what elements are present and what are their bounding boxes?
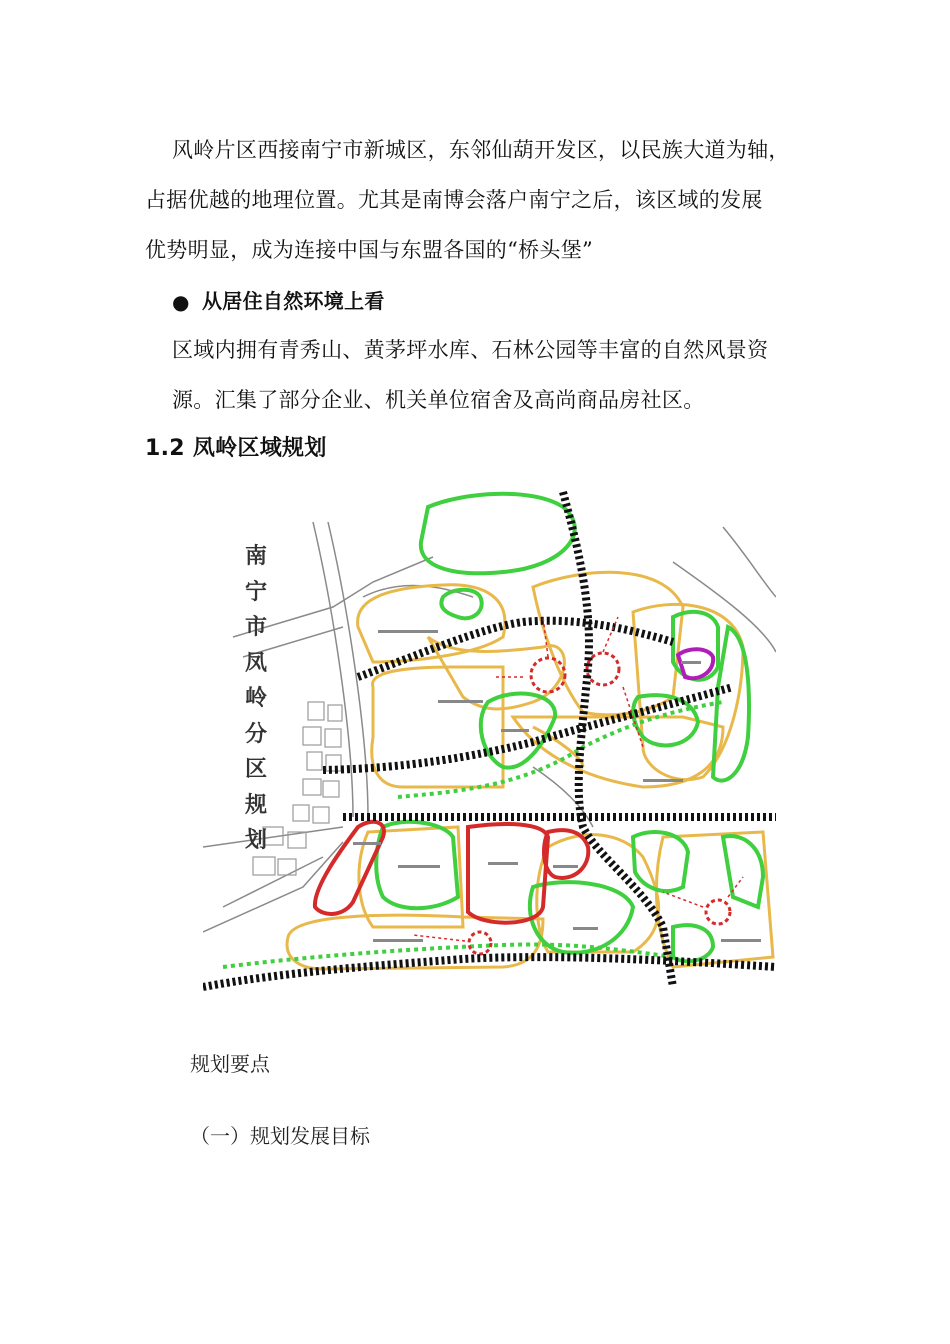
map-title-char: 南 (244, 544, 267, 569)
paragraph1-line3: 优势明显，成为连接中国与东盟各国的“桥头堡” (145, 238, 594, 262)
map-title-char: 凤 (244, 650, 267, 676)
map-title-char: 区 (244, 757, 267, 782)
sub-heading-planning-points: 规划要点 (190, 1052, 270, 1076)
map-title-char: 市 (244, 615, 267, 640)
section-heading: 1.2 凤岭区域规划 (145, 436, 327, 461)
bullet-icon: ● (172, 290, 190, 314)
map-title-char: 划 (244, 828, 267, 853)
sub-heading-development-goals: （一）规划发展目标 (190, 1124, 370, 1148)
paragraph2-line2: 源。汇集了部分企业、机关单位宿舍及高尚商品房社区。 (172, 388, 705, 412)
map-vertical-title (241, 539, 271, 859)
zoning-map (203, 487, 776, 992)
paragraph1-line2: 占据优越的地理位置。尤其是南博会落户南宁之后，该区域的发展 (145, 188, 763, 212)
map-title-char: 宁 (244, 579, 267, 605)
map-title-char: 分 (244, 721, 267, 747)
map-title-char: 规 (244, 792, 267, 818)
paragraph2-line1: 区域内拥有青秀山、黄茅坪水库、石林公园等丰富的自然风景资 (172, 338, 769, 362)
bullet-heading: 从居住自然环境上看 (202, 289, 385, 313)
paragraph1-line1: 风岭片区西接南宁市新城区，东邻仙葫开发区，以民族大道为轴， (172, 138, 790, 162)
map-title-char: 岭 (244, 686, 267, 711)
